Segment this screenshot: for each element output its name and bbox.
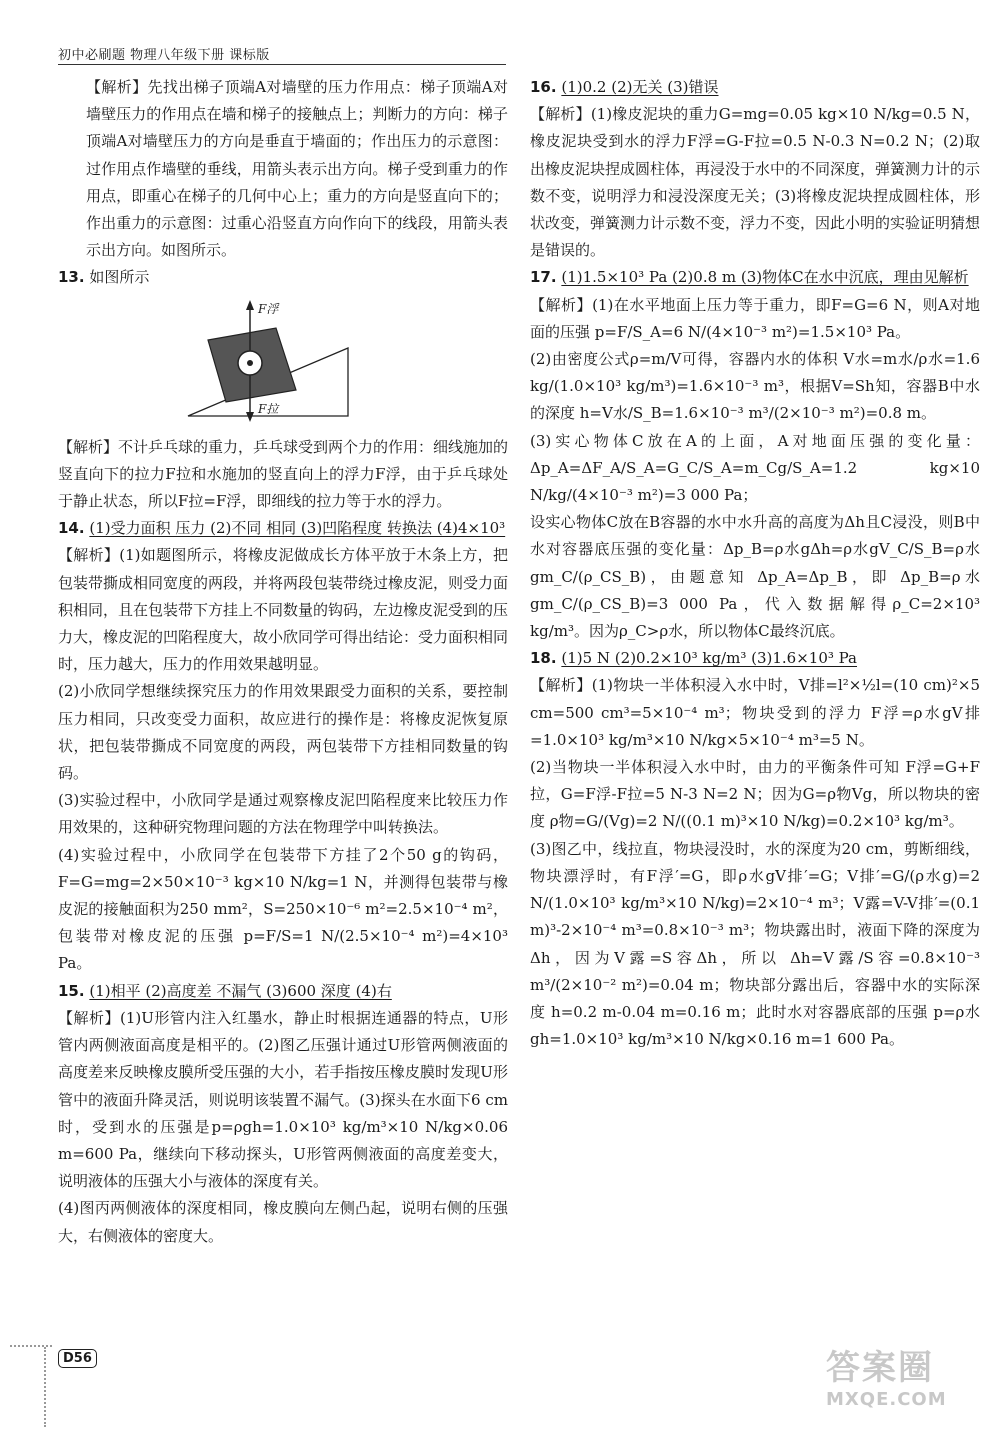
- q17-explanation-4: 设实心物体C放在B容器的水中水升高的高度为Δh且C浸没，则B中水对容器底压强的变化量：Δp_B=ρ水gΔh=ρ水gV_C/S_B=ρ水gm_C/(ρ_CS_B)，由题意知 Δp_A=Δp_B，即 Δp_B=ρ水gm_C/(ρ_CS_B)=3 000 Pa，代入数据解得ρ_C=2×10³ kg/m³。因为ρ_C>ρ水，所以物体C最终沉底。: [530, 513, 980, 641]
- buoyancy-label: F浮: [258, 301, 279, 316]
- q17-explanation-1: 【解析】(1)在水平地面上压力等于重力，即F=G=6 N，则A对地面的压强 p=F/S_A=6 N/(4×10⁻³ m²)=1.5×10³ Pa。: [530, 295, 980, 341]
- q14-answer: (1)受力面积 压力 (2)不同 相同 (3)凹陷程度 转换法 (4)4×10³: [89, 519, 506, 538]
- q13-figure: [178, 298, 388, 428]
- q14-heading: [58, 515, 508, 542]
- right-column: [530, 74, 980, 1053]
- q17-answer: (1)1.5×10³ Pa (2)0.8 m (3)物体C在水中沉底，理由见解析: [561, 268, 969, 287]
- q15-answer: (1)相平 (2)高度差 不漏气 (3)600 深度 (4)右: [89, 981, 392, 1000]
- q17-number: 17.: [530, 268, 557, 287]
- q16-explanation: 【解析】(1)橡皮泥块的重力G=mg=0.05 kg×10 N/kg=0.5 N，橡皮泥块受到水的浮力F浮=G-F拉=0.5 N-0.3 N=0.2 N；(2)取出橡皮泥块捏成圆柱体，再浸没于水中的不同深度，弹簧测力计的示数不变，说明浮力和浸没深度无关；(3)将橡皮泥块捏成圆柱体，形状改变，弹簧测力计示数不变，浮力不变，因此小明的实验证明猜想是错误的。: [530, 105, 981, 260]
- q14-explanation-2: (2)小欣同学想继续探究压力的作用效果跟受力面积的关系，要控制压力相同，只改变受力面积，故应进行的操作是：将橡皮泥恢复原状，把包装带撕成不同宽度的两段，两包装带下方挂相同数量的钩码。: [58, 682, 508, 783]
- q14-explanation-3: (3)实验过程中，小欣同学是通过观察橡皮泥凹陷程度来比较压力作用效果的，这种研究物理问题的方法在物理学中叫转换法。: [58, 791, 508, 837]
- page-number: D56: [58, 1349, 97, 1368]
- header-rule: [58, 64, 506, 65]
- incline-ball-diagram: [178, 298, 388, 428]
- q13-explanation: 【解析】不计乒乓球的重力，乒乓球受到两个力的作用：细线施加的竖直向下的拉力F拉和水施加的竖直向上的浮力F浮，由于乒乓球处于静止状态，所以F拉=F浮，即细线的拉力等于水的浮力。: [58, 437, 509, 511]
- q15-heading: [58, 978, 508, 1005]
- q15-number: 15.: [58, 981, 85, 1000]
- q14-explanation-1: 【解析】(1)如题图所示，将橡皮泥做成长方体平放于木条上方，把包装带撕成相同宽度的两段，并将两段包装带绕过橡皮泥，则受力面积相同，且在包装带下方挂上不同数量的钩码，左边橡皮泥受到的压力大，橡皮泥的凹陷程度大，故小欣同学可得出结论：受力面积相同时，压力越大，压力的作用效果越明显。: [58, 546, 509, 674]
- q12-explanation: 【解析】先找出梯子顶端A对墙壁的压力作用点：梯子顶端A对墙壁压力的作用点在墙和梯子的接触点上；判断力的方向：梯子顶端A对墙壁压力的方向是垂直于墙面的；作出压力的示意图：过作用点作墙壁的垂线，用箭头表示出方向。梯子受到重力的作用点，即重心在梯子的几何中心上；重力的方向是竖直向下的；作出重力的示意图：过重心沿竖直方向作向下的线段，用箭头表示出方向。如图所示。: [86, 78, 508, 260]
- q17-heading: [530, 264, 980, 291]
- q18-heading: [530, 645, 980, 672]
- q18-explanation-1: 【解析】(1)物块一半体积浸入水中时，V排=l²×½l=(10 cm)²×5 cm=500 cm³=5×10⁻⁴ m³；物块受到的浮力 F浮=ρ水gV排=1.0×10³ kg/m³×10 N/kg×5×10⁻⁴ m³=5 N。: [530, 676, 980, 749]
- q13-number: 13.: [58, 268, 85, 287]
- q17-explanation-2: (2)由密度公式ρ=m/V可得，容器内水的体积 V水=m水/ρ水=1.6 kg/(1.0×10³ kg/m³)=1.6×10⁻³ m³，根据V=Sh知，容器B中水的深度 h=V水/S_B=1.6×10⁻³ m³/(2×10⁻³ m²)=0.8 m。: [530, 350, 980, 423]
- q18-explanation-3: (3)图乙中，线拉直，物块浸没时，水的深度为20 cm，剪断细线，物块漂浮时，有F浮′=G，即ρ水gV排′=G；V排′=G/(ρ水g)=2 N/(1.0×10³ kg/m³×10 N/kg)=2×10⁻⁴ m³；V露=V-V排′=(0.1 m)³-2×10⁻⁴ m³=0.8×10⁻³ m³；物块露出时，液面下降的深度为Δh，因为V露=S容Δh，所以 Δh=V露/S容=0.8×10⁻³ m³/(2×10⁻² m²)=0.04 m；物块部分露出后，容器中水的实际深度 h=0.2 m-0.04 m=0.16 m；此时水对容器底部的压强 p=ρ水gh=1.0×10³ kg/m³×10 N/kg×0.16 m=1 600 Pa。: [530, 839, 980, 1049]
- q15-explanation-1: 【解析】(1)U形管内注入红墨水，静止时根据连通器的特点，U形管内两侧液面高度是相平的。(2)图乙压强计通过U形管两侧液面的高度差来反映橡皮膜所受压强的大小，若手指按压橡皮膜时发现U形管中的液面升降灵活，则说明该装置不漏气。(3)探头在水面下6 cm时，受到水的压强是p=ρgh=1.0×10³ kg/m³×10 N/kg×0.06 m=600 Pa，继续向下移动探头，U形管两侧液面的高度差变大，说明液体的压强大小与液体的深度有关。: [58, 1008, 508, 1191]
- q18-answer: (1)5 N (2)0.2×10³ kg/m³ (3)1.6×10³ Pa: [561, 649, 858, 668]
- watermark-title: 答案圈: [826, 1348, 934, 1388]
- q18-explanation-2: (2)当物块一半体积浸入水中时，由力的平衡条件可知 F浮=G+F拉，G=F浮-F拉=5 N-3 N=2 N；因为G=ρ物Vg，所以物块的密度 ρ物=G/(Vg)=2 N/((0.1 m)³×10 N/kg)=0.2×10³ kg/m³。: [530, 758, 980, 831]
- q16-number: 16.: [530, 78, 557, 96]
- q14-number: 14.: [58, 519, 85, 538]
- tension-label: F拉: [258, 401, 279, 416]
- q18-number: 18.: [530, 649, 557, 668]
- running-header: 初中必刷题 物理八年级下册 课标版: [58, 48, 270, 63]
- q13-heading: [58, 264, 508, 291]
- watermark-url: MXQE.COM: [826, 1389, 947, 1410]
- corner-dotted-rule-vertical: [44, 1347, 47, 1427]
- q14-explanation-4: (4)实验过程中，小欣同学在包装带下方挂了2个50 g的钩码，F=G=mg=2×50×10⁻³ kg×10 N/kg=1 N，并测得包装带与橡皮泥的接触面积为250 mm²，S=250×10⁻⁶ m²=2.5×10⁻⁴ m²，包装带对橡皮泥的压强 p=F/S=1 N/(2.5×10⁻⁴ m²)=4×10³ Pa。: [58, 845, 508, 973]
- left-column: [58, 74, 508, 1250]
- q15-explanation-2: (4)图丙两侧液体的深度相同，橡皮膜向左侧凸起，说明右侧的压强大，右侧液体的密度大。: [58, 1199, 508, 1245]
- q17-explanation-3: (3)实心物体C放在A的上面，A对地面压强的变化量：Δp_A=ΔF_A/S_A=G_C/S_A=m_Cg/S_A=1.2 kg×10 N/kg/(4×10⁻³ m²)=3 000 Pa；: [530, 431, 980, 505]
- q16-answer: (1)0.2 (2)无关 (3)错误: [561, 78, 719, 96]
- watermark-logo: [826, 1340, 986, 1420]
- q13-answer: 如图所示: [89, 268, 150, 287]
- q16-heading: [530, 74, 980, 101]
